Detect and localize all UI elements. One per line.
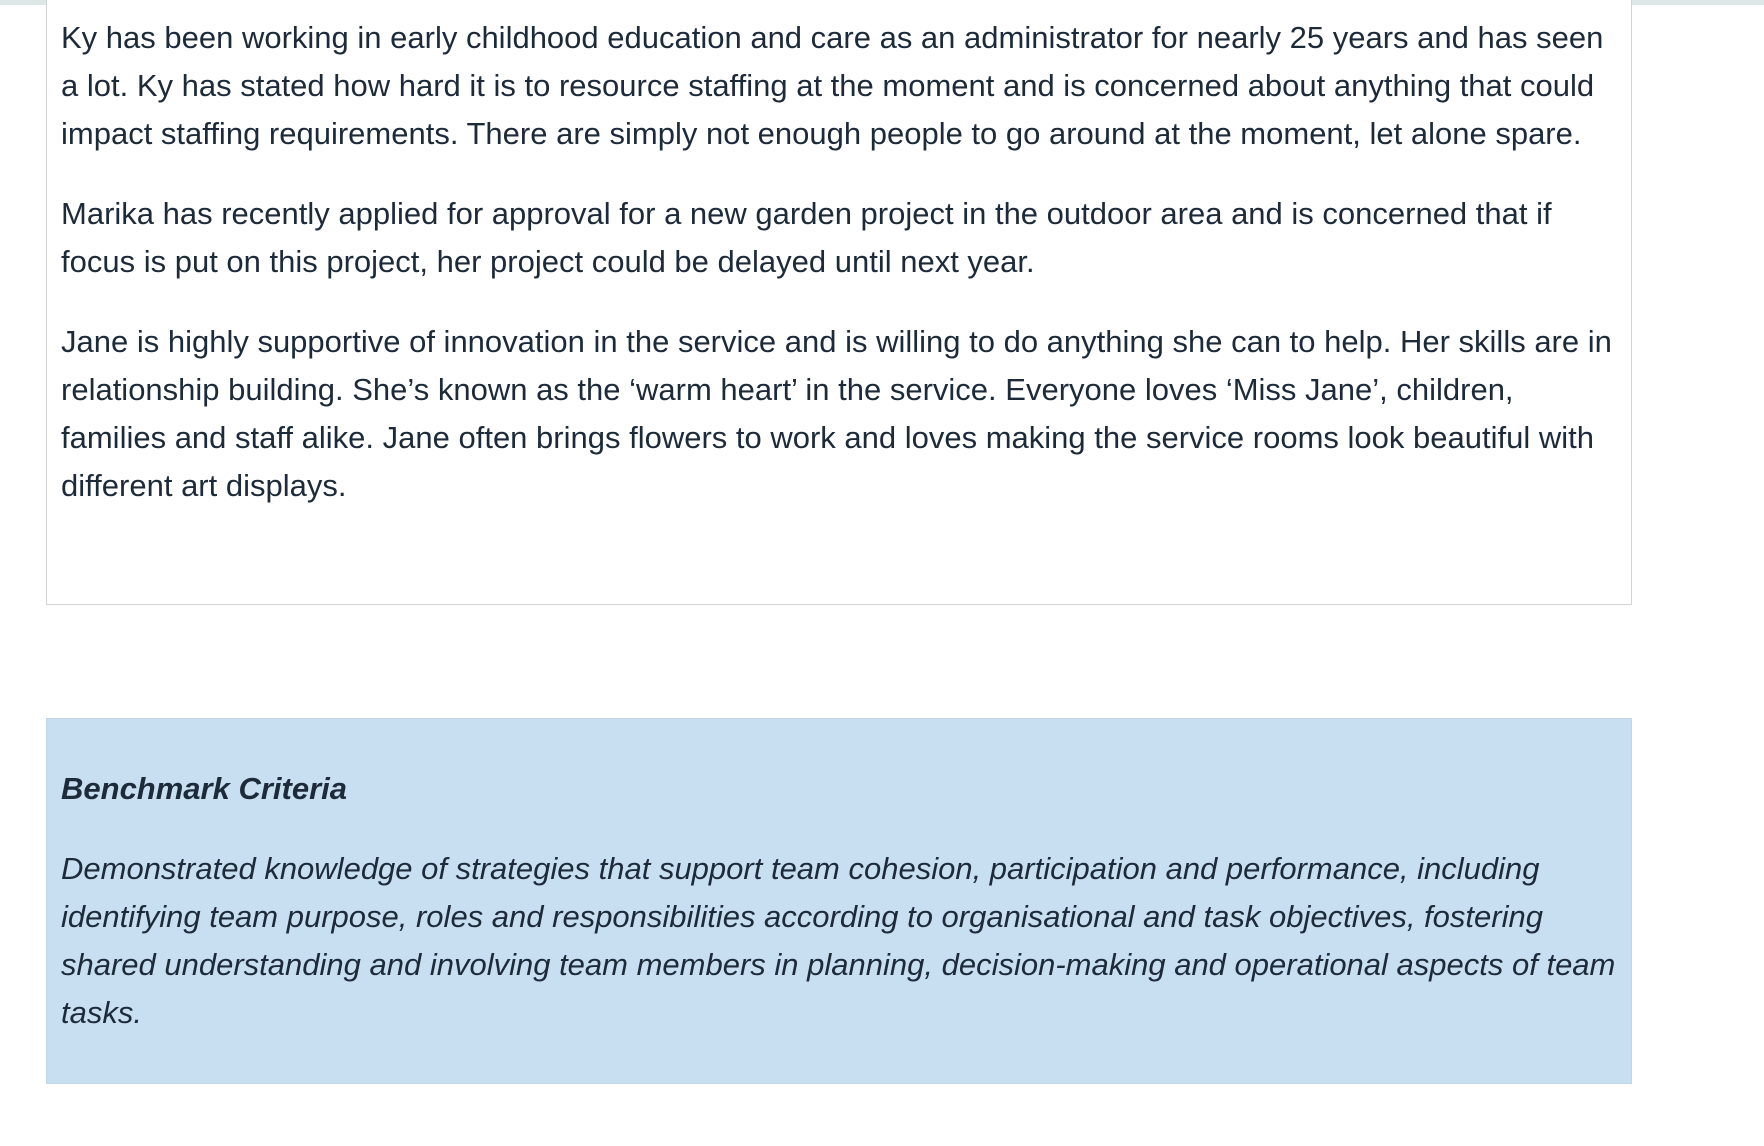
scenario-paragraph-jane: Jane is highly supportive of innovation in the service and is willing to do anything she can to help. Her skills are in relationship building. She’s known as the ‘warm heart’ in the service. Everyone loves ‘Miss Jane’, children, families and staff alike. Jane often brings flowers to work and loves making the service rooms look beautiful with different art displays. <box>61 324 1612 503</box>
scenario-panel <box>46 0 1632 605</box>
scenario-paragraph-marika: Marika has recently applied for approval for a new garden project in the outdoor area and is concerned that if focus is put on this project, her project could be delayed until next year. <box>61 196 1552 279</box>
benchmark-criteria-title: Benchmark Criteria <box>61 771 348 806</box>
scenario-paragraph-ky: Ky has been working in early childhood education and care as an administrator for nearly 25 years and has seen a lot. Ky has stated how hard it is to resource staffing at the moment and is concerned about anything that could impact staffing requirements. There are simply not enough people to go around at the moment, let alone spare. <box>61 20 1604 151</box>
benchmark-criteria-text: Demonstrated knowledge of strategies that support team cohesion, participation and performance, including identifying team purpose, roles and responsibilities according to organisational and task objectives, fostering shared understanding and involving team members in planning, decision-making and operational aspects of team tasks. <box>61 851 1616 1030</box>
benchmark-criteria-panel <box>46 718 1632 1084</box>
